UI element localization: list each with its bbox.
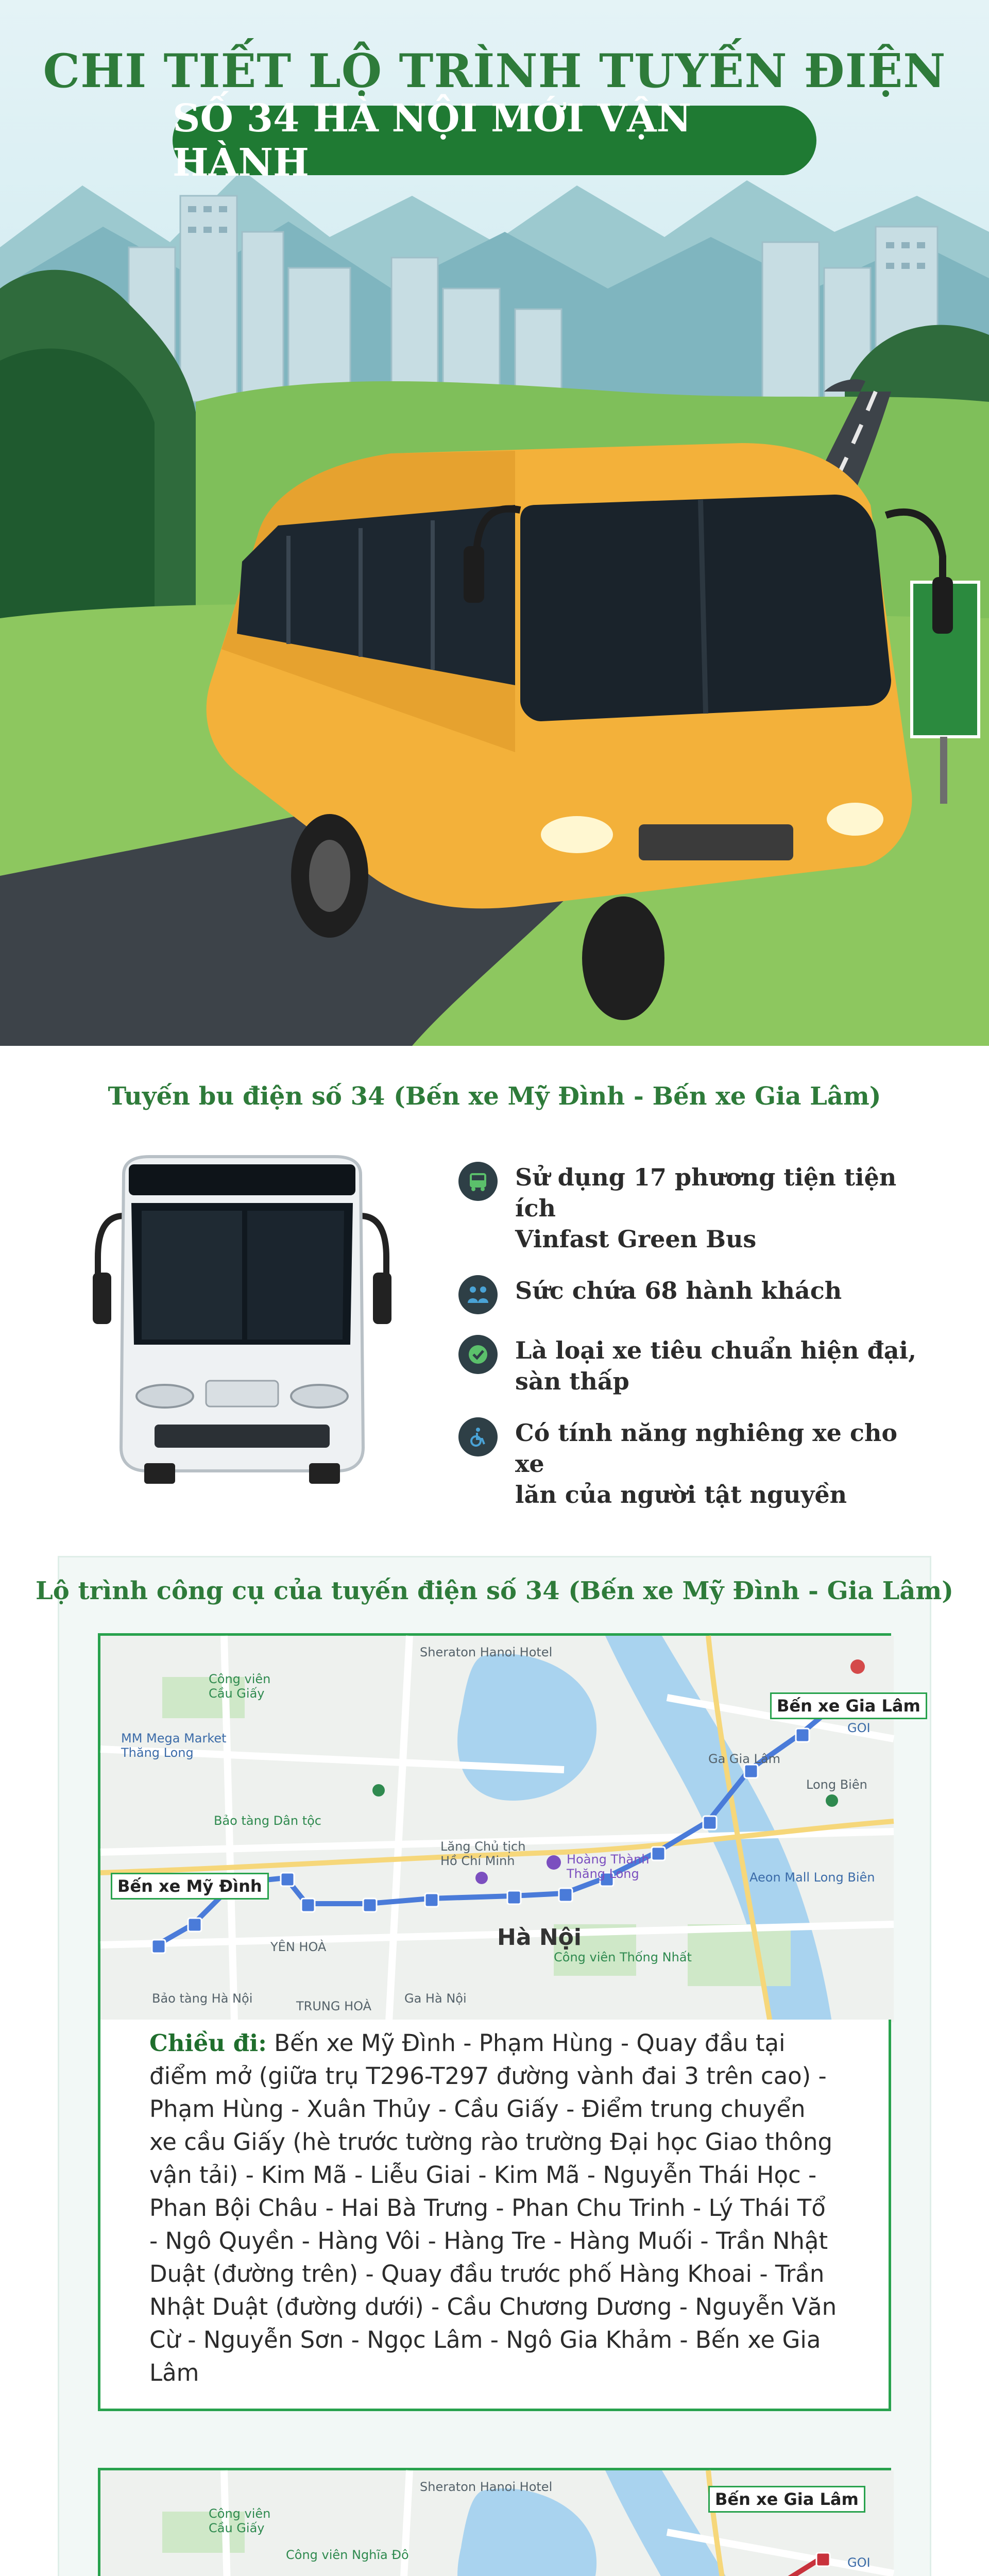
map-label-trung-hoa: TRUNG HOÀ <box>296 1999 372 2013</box>
map-label-goi: GOI <box>847 1721 871 1735</box>
feature-item <box>458 1335 922 1397</box>
page-title-line2: SỐ 34 HÀ NỘI MỚI VẬN HÀNH <box>173 96 692 185</box>
station-label-my-dinh: Bến xe Mỹ Đình <box>111 1873 269 1900</box>
map-label-ha-noi: Hà Nội <box>497 1924 582 1951</box>
outbound-text: Bến xe Mỹ Đình - Phạm Hùng - Quay đầu tại điểm mở (giữa trụ T296-T297 đường vành đai 3 trên cao) - Phạm Hùng - Xuân Thủy - Cầu Giấy - Điểm trung chuyển xe cầu Giấy (hè trước tường rào trường Đại học Giao thông vận tải) - Kim Mã - Liễu Giai - Kim Mã - Nguyễn Thái Học - Phan Bội Châu - Hai Bà Trưng - Phan Chu Trinh - Lý Thái Tổ - Ngô Quyền - Hàng Vôi - Hàng Tre - Hàng Muối - Trần Nhật Duật (đường trên) - Quay đầu trước phố Hàng Khoai - Trần Nhật Duật (đường dưới) - Cầu Chương Dương - Nguyễn Văn Cừ - Nguyễn Sơn - Ngọc Lâm - Ngô Gia Khảm - Bến xe Gia Lâm <box>149 2029 837 2386</box>
feature-text-line1: Sử dụng 17 phương tiện tiện ích <box>515 1163 897 1222</box>
map-label-lang-chu-tich: Lăng Chủ tịch <box>440 1839 526 1854</box>
features-list <box>458 1162 922 1531</box>
map-label-yen-hoa: YÊN HOÀ <box>270 1940 327 1954</box>
map-label-thang-long-2: Thăng Long <box>567 1867 639 1881</box>
inbound-route-map[interactable] <box>98 2468 891 2576</box>
feature-item <box>458 1275 922 1314</box>
wheelchair-icon <box>458 1417 498 1456</box>
map-label-goi: GOI <box>847 2555 871 2570</box>
info-section-title: Tuyến bu điện số 34 (Bến xe Mỹ Đình - Bến xe Gia Lâm) <box>108 1082 881 1111</box>
route-heading: Lộ trình công cụ của tuyến điện số 34 (Bến xe Mỹ Đình - Gia Lâm) <box>36 1577 953 1605</box>
map-label-bao-tang-dan-toc: Bảo tàng Dân tộc <box>214 1814 321 1828</box>
map-label-ga-gia-lam: Ga Gia Lâm <box>708 1752 780 1766</box>
map-label-ga-ha-noi: Ga Hà Nội <box>404 1991 467 2006</box>
map-label-cong-vien-nghia-do: Công viên Nghĩa Đô <box>286 2548 409 2562</box>
map-label-cong-vien-thong-nhat: Công viên Thống Nhất <box>554 1950 692 1964</box>
map-label-hoang-thanh: Hoàng Thành <box>567 1852 650 1867</box>
feature-text-line1: Có tính năng nghiêng xe cho xe <box>515 1419 898 1478</box>
feature-item <box>458 1162 922 1255</box>
feature-text-line2: Vinfast Green Bus <box>515 1225 757 1253</box>
page-title-line1: CHI TIẾT LỘ TRÌNH TUYẾN ĐIỆN <box>43 44 946 98</box>
passengers-icon <box>458 1275 498 1314</box>
map-label-bao-tang-ha-noi: Bảo tàng Hà Nội <box>152 1991 253 2006</box>
map-label-aeon: Aeon Mall Long Biên <box>749 1870 875 1885</box>
feature-text-line1: Là loại xe tiêu chuẩn hiện đại, <box>515 1336 917 1364</box>
map-label-hotel: Sheraton Hanoi Hotel <box>420 1645 553 1659</box>
bus-icon <box>458 1162 498 1201</box>
bus-front-illustration <box>93 1154 391 1484</box>
map-label-mm-mega: MM Mega Market <box>121 1731 227 1745</box>
map-label-long-bien: Long Biên <box>806 1777 867 1792</box>
title-pill <box>173 96 816 185</box>
map-label-hotel: Sheraton Hanoi Hotel <box>420 2480 553 2494</box>
outbound-route-map[interactable] <box>98 1633 920 2020</box>
map-label-cau-giay: Cầu Giấy <box>209 2521 265 2535</box>
outbound-description <box>98 2020 891 2411</box>
outbound-label: Chiều đi: <box>149 2029 267 2057</box>
map-label-thang-long: Thăng Long <box>121 1745 194 1760</box>
checkmark-icon <box>458 1335 498 1374</box>
map-label-cong-vien: Công viên <box>209 1672 271 1686</box>
map-label-cong-vien: Công viên <box>209 2506 271 2521</box>
station-label-gia-lam: Bến xe Gia Lâm <box>708 2486 865 2513</box>
feature-text-line2: lăn của người tật nguyền <box>515 1481 847 1509</box>
feature-text-line2: sàn thấp <box>515 1367 629 1395</box>
feature-item <box>458 1417 922 1510</box>
station-label-gia-lam: Bến xe Gia Lâm <box>770 1692 927 1719</box>
feature-text-line1: Sức chứa 68 hành khách <box>515 1277 842 1304</box>
map-label-cau-giay: Cầu Giấy <box>209 1686 265 1701</box>
hero-banner <box>0 0 989 1046</box>
map-label-hcm: Hồ Chí Minh <box>440 1854 515 1868</box>
